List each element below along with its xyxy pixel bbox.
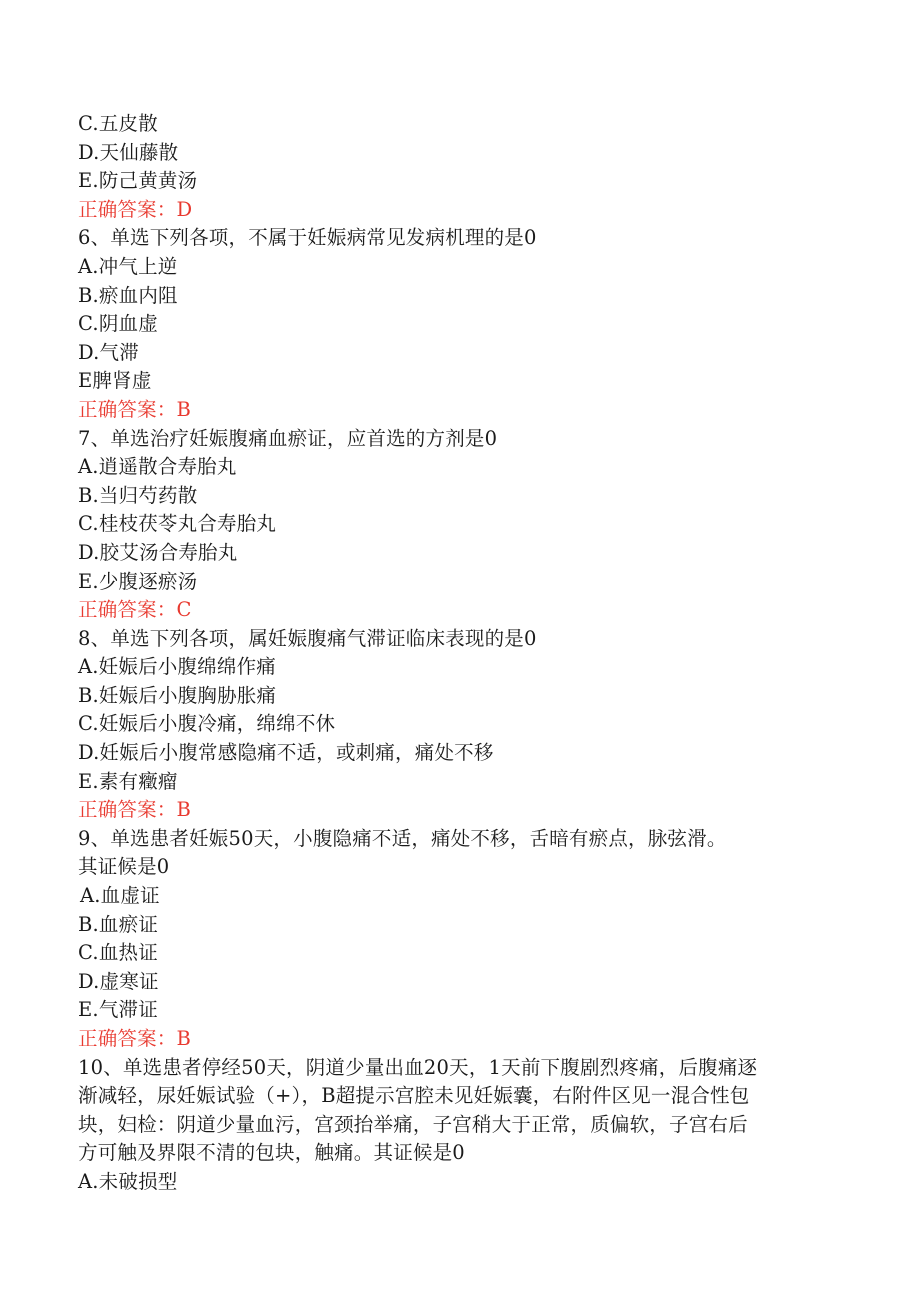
question-text: 其证候是0: [78, 855, 170, 879]
option-line: D.天仙藤散: [78, 140, 179, 164]
question-text: 7、单选治疗妊娠腹痛血瘀证，应首选的方剂是0: [78, 426, 498, 450]
document-page: [78, 110, 858, 1197]
correct-answer: 正确答案：D: [78, 197, 193, 221]
question-text: 10、单选患者停经50天，阴道少量出血20天，1天前下腹剧烈疼痛，后腹痛逐: [78, 1055, 758, 1079]
option-line: B.妊娠后小腹胸胁胀痛: [78, 683, 277, 707]
option-line: A.妊娠后小腹绵绵作痛: [78, 655, 276, 679]
option-line: A.冲气上逆: [78, 254, 178, 278]
question-text: 8、单选下列各项，属妊娠腹痛气滞证临床表现的是0: [78, 626, 537, 650]
option-line: D.胶艾汤合寿胎丸: [78, 540, 238, 564]
option-line: D.气滞: [78, 340, 139, 364]
option-line: E.少腹逐瘀汤: [78, 569, 198, 593]
correct-answer: 正确答案：B: [78, 397, 192, 421]
correct-answer: 正确答案：B: [78, 798, 192, 822]
question-text: 方可触及界限不清的包块，触痛。其证候是0: [78, 1141, 465, 1165]
option-line: B.血瘀证: [78, 912, 159, 936]
option-line: C.血热证: [78, 941, 158, 965]
option-line: B.瘀血内阻: [78, 283, 178, 307]
option-line: D.虚寒证: [78, 969, 159, 993]
question-text: 块，妇检：阴道少量血污，宫颈抬举痛，子宫稍大于正常，质偏软，子宫右后: [78, 1112, 748, 1136]
option-line: C.五皮散: [78, 112, 158, 135]
option-line: E.防己黄黄汤: [78, 169, 198, 193]
option-line: C.阴血虚: [78, 312, 158, 336]
correct-answer: 正确答案：B: [78, 1027, 192, 1050]
option-line: E.气滞证: [78, 998, 158, 1022]
option-line: C.桂枝茯苓丸合寿胎丸: [78, 512, 277, 536]
option-line: A.血虚证: [80, 884, 160, 908]
option-line: D.妊娠后小腹常感隐痛不适，或刺痛，痛处不移: [78, 741, 494, 765]
question-text: 6、单选下列各项，不属于妊娠病常见发病机理的是0: [78, 226, 537, 250]
question-text: 9、单选患者妊娠50天，小腹隐痛不适，痛处不移，舌暗有瘀点，脉弦滑。: [78, 826, 727, 850]
correct-answer: 正确答案：C: [78, 598, 192, 622]
option-line: E脾肾虚: [78, 369, 152, 393]
option-line: A.未破损型: [78, 1169, 178, 1193]
option-line: B.当归芍药散: [78, 483, 198, 507]
option-line: A.逍遥散合寿胎丸: [78, 455, 237, 479]
question-text: 渐减轻，尿妊娠试验（+），B超提示宫腔未见妊娠囊，右附件区见一混合性包: [78, 1084, 750, 1108]
option-line: E.素有癥瘤: [78, 769, 178, 793]
option-line: C.妊娠后小腹冷痛，绵绵不休: [78, 712, 336, 736]
